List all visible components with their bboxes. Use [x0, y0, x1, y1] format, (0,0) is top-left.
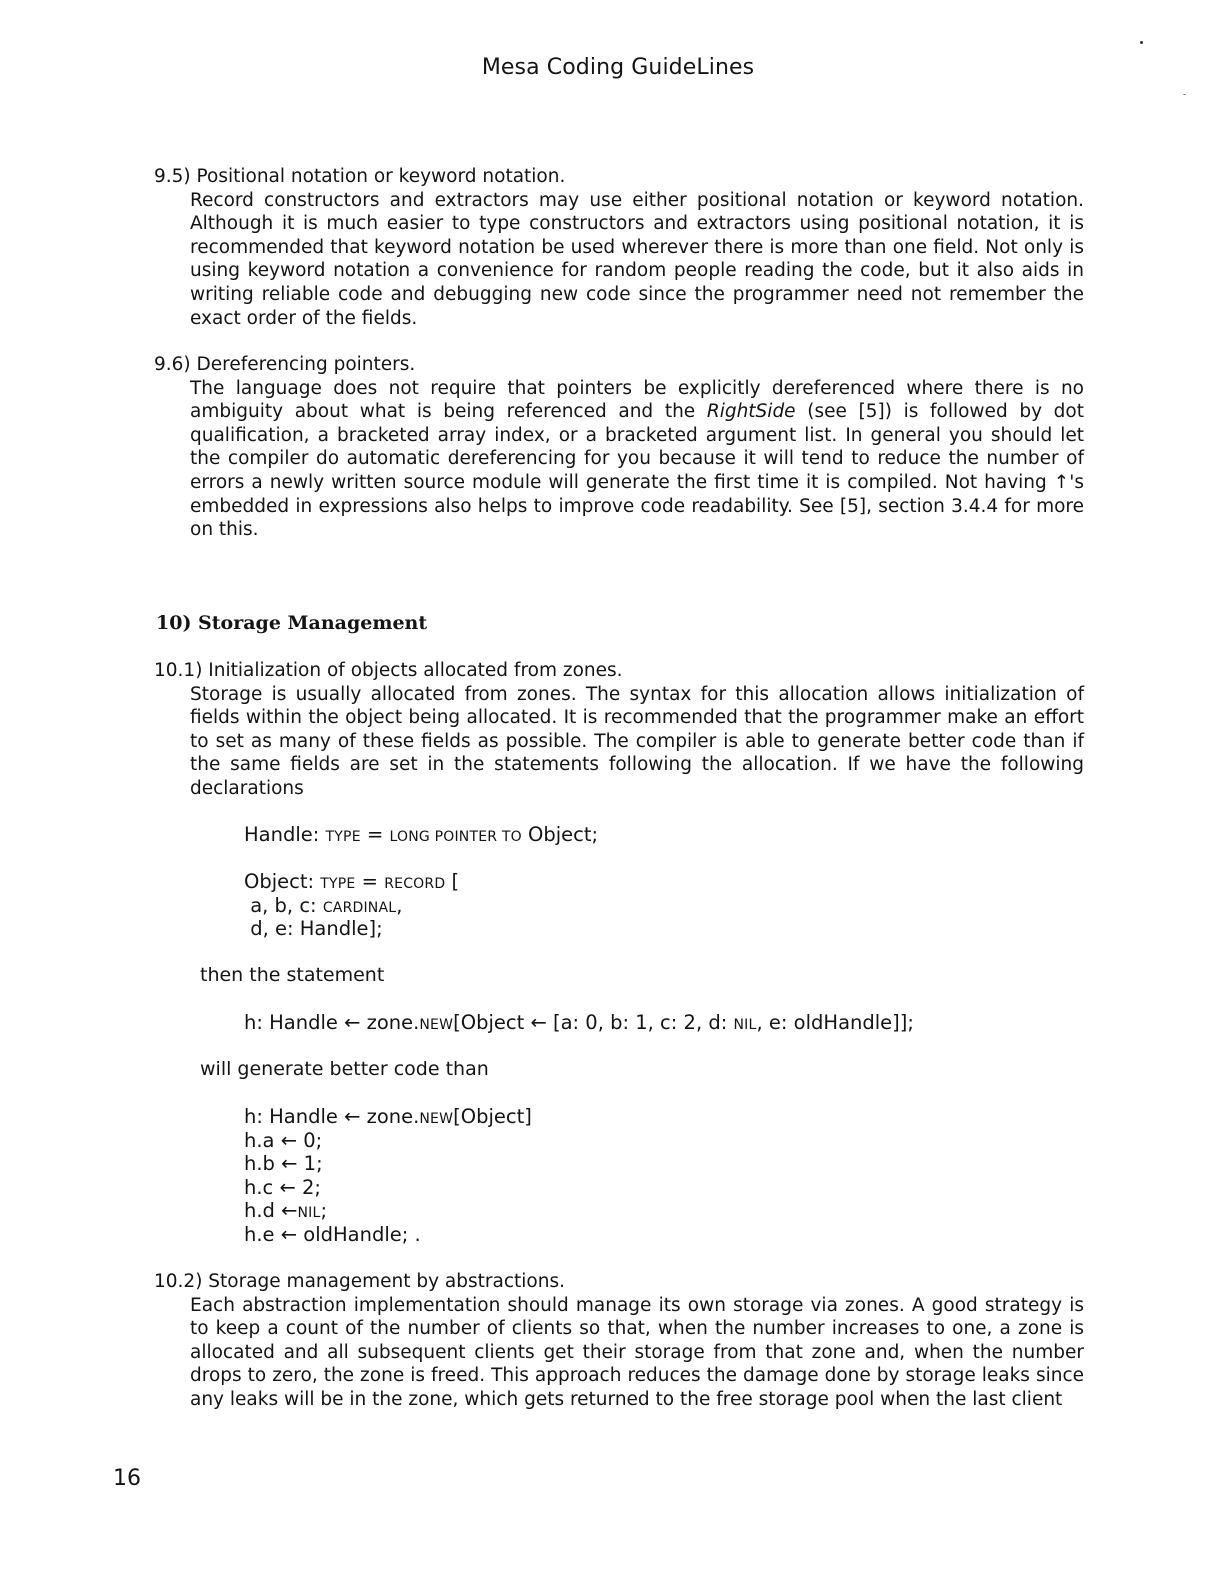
- term-rightside: RightSide: [706, 401, 796, 423]
- code-alt-line: h.a ← 0;: [244, 1129, 323, 1152]
- code-alt-line: h: Handle ← zone.NEW[Object]: [244, 1105, 532, 1128]
- code-decl-fields-abc: a, b, c: CARDINAL,: [244, 894, 403, 917]
- section-9-6: [154, 353, 1084, 542]
- code-decl-object: Object: TYPE = RECORD [: [244, 870, 460, 893]
- section-9-5: [154, 165, 1084, 330]
- section-body: Storage is usually allocated from zones. The syntax for this allocation allows initialization of fields within the object being allocated. It is recommended that the programmer make an effort to set as many of these fields as possible. The compiler is able to generate better code than if the same fields are set in the statements following the allocation. If we have the following declarations: [190, 683, 1084, 799]
- section-title: 10.1) Initialization of objects allocated from zones.: [154, 660, 623, 681]
- section-title: 9.5) Positional notation or keyword notation.: [154, 166, 566, 187]
- code-alt-line: h.e ← oldHandle; .: [244, 1223, 421, 1246]
- code-alt-line: h.d ←NIL;: [244, 1199, 328, 1222]
- prose-then: then the statement: [200, 964, 385, 986]
- section-10-1: [154, 659, 1084, 801]
- scan-speck: [1183, 94, 1186, 95]
- code-decl-fields-de: d, e: Handle];: [244, 917, 383, 940]
- chapter-heading: 10) Storage Management: [156, 612, 428, 634]
- section-body: Each abstraction implementation should manage its own storage via zones. A good strategy is to keep a count of the number of clients so that, when the number increases to one, a zone is allocated and all subsequent clients get their storage from that zone and, when the number drops to zero, the zone is freed. This approach reduces the damage done by storage leaks since any leaks will be in the zone, which gets returned to the free storage pool when the last client: [190, 1294, 1084, 1410]
- section-body: Record constructors and extractors may use either positional notation or keyword notation. Although it is much easier to type constructors and extractors using positional notation, it is recommended that keyword notation be used wherever there is more than one field. Not only is using keyword notation a convenience for random people reading the code, but it also aids in writing reliable code and debugging new code since the programmer need not remember the exact order of the fields.: [190, 189, 1084, 329]
- section-10-2: [154, 1270, 1084, 1412]
- code-alt-line: h.b ← 1;: [244, 1152, 323, 1175]
- body-text: (see [5]) is followed by dot qualification, a bracketed array index, or a bracketed argument list. In general you should let the compiler do automatic dereferencing for you because it will tend to reduce the number of errors a newly written source module will generate the first time it is compiled. Not having ↑'s embedded in expressions also helps to improve code readability. See [5], section 3.4.4 for more on this.: [190, 401, 1084, 541]
- body-text: The language does not require that pointers be explicitly dereferenced where there is no ambiguity about what is being referenced and the: [190, 377, 1084, 423]
- page-header-title: Mesa Coding GuideLines: [481, 55, 755, 80]
- section-title: 9.6) Dereferencing pointers.: [154, 354, 416, 375]
- page-number: 16: [113, 1466, 141, 1491]
- scan-speck: [1140, 41, 1143, 44]
- code-alt-line: h.c ← 2;: [244, 1176, 321, 1199]
- prose-will: will generate better code than: [200, 1058, 489, 1080]
- section-title: 10.2) Storage management by abstractions.: [154, 1271, 565, 1292]
- code-decl-handle: Handle: TYPE = LONG POINTER TO Object;: [244, 823, 599, 846]
- code-statement-new: h: Handle ← zone.NEW[Object ← [a: 0, b: 1, c: 2, d: NIL, e: oldHandle]];: [244, 1011, 914, 1034]
- section-body: [190, 377, 1084, 542]
